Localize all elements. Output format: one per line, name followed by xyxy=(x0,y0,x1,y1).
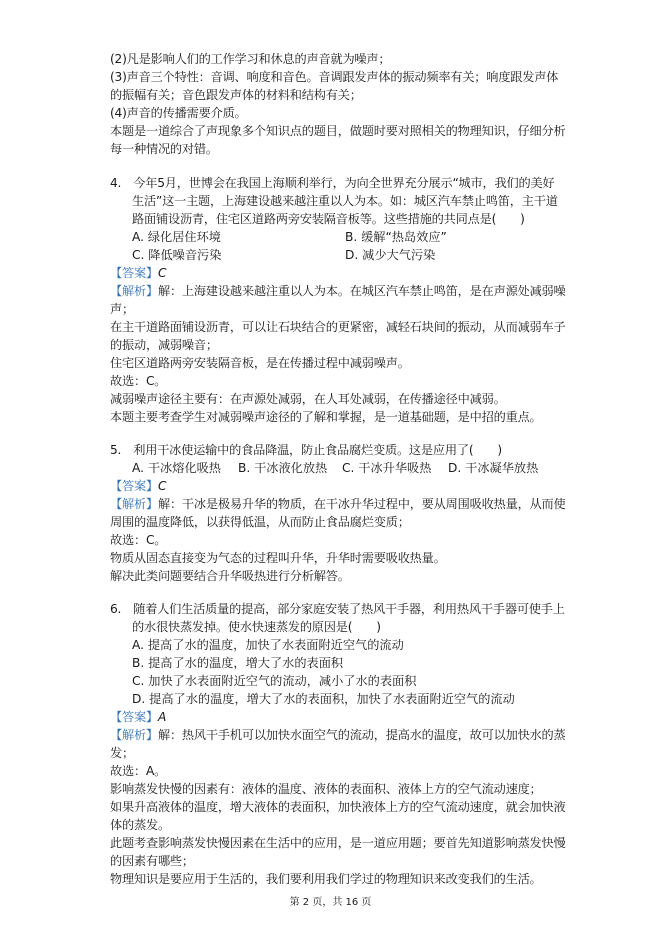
q6-option-d: D. 提高了水的温度，增大了水的表面积，加快了水表面附近空气的流动 xyxy=(132,692,515,706)
intro-line: (3)声音三个特性：音调、响度和音色。音调跟发声体的振动频率有关；响度跟发声体 xyxy=(110,70,559,84)
q4-analysis-line: 本题主要考查学生对减弱噪声途径的了解和掌握，是一道基础题，是中招的重点。 xyxy=(110,410,542,424)
q6-analysis-line: 物理知识是要应用于生活的，我们要利用我们学过的物理知识来改变我们的生活。 xyxy=(110,872,542,886)
q6-option-c: C. 加快了水表面附近空气的流动，减小了水的表面积 xyxy=(132,674,417,688)
q5-answer xyxy=(110,477,166,495)
q5-option-d: D. 干冰凝华放热 xyxy=(448,461,539,475)
q4-stem-line: 路面铺设沥青，住宅区道路两旁安装隔音板等。这些措施的共同点是( ) xyxy=(132,212,525,226)
q6-analysis-line: 故选：A。 xyxy=(110,764,167,778)
q6-option-a: A. 提高了水的温度，加快了水表面附近空气的流动 xyxy=(132,638,404,652)
q5-analysis-line: 解决此类问题要结合升华吸热进行分析解答。 xyxy=(110,569,350,583)
q5-analysis-line xyxy=(110,495,566,513)
analysis-text: 解：干冰是极易升华的物质，在干冰升华过程中，要从周围吸收热量，从而使 xyxy=(157,497,566,511)
answer-tag: 【答案】 xyxy=(110,479,158,493)
q4-option-b: B. 缓解“热岛效应” xyxy=(345,230,447,244)
analysis-tag: 【解析】 xyxy=(110,284,158,298)
q6-answer xyxy=(110,708,166,726)
q5-option-c: C. 干冰升华吸热 xyxy=(342,461,432,475)
q6-analysis-line xyxy=(110,726,566,744)
q4-stem-line: 生活”这一主题，上海建设越来越注重以人为本。如：城区汽车禁止鸣笛，主干道 xyxy=(132,194,558,208)
q4-option-c: C. 降低噪音污染 xyxy=(132,248,222,262)
q6-analysis-line: 发； xyxy=(110,746,134,760)
q4-option-d: D. 减少大气污染 xyxy=(345,248,436,262)
answer-value: A xyxy=(157,710,167,724)
q6-stem-line: 的水很快蒸发掉。使水快速蒸发的原因是( ) xyxy=(132,620,381,634)
page-number: 第 2 页，共 16 页 xyxy=(289,897,372,908)
q4-analysis-line: 声； xyxy=(110,302,134,316)
q4-analysis-line xyxy=(110,282,566,300)
answer-tag: 【答案】 xyxy=(110,710,158,724)
q5-stem-line: 5. 利用干冰使运输中的食品降温，防止食品腐烂变质。这是应用了( ) xyxy=(110,443,502,457)
analysis-tag: 【解析】 xyxy=(110,497,158,511)
q6-analysis-line: 影响蒸发快慢的因素有：液体的温度、液体的表面积、液体上方的空气流动速度； xyxy=(110,782,542,796)
q5-analysis-line: 周围的温度降低，以获得低温，从而防止食品腐烂变质； xyxy=(110,515,410,529)
q6-analysis-line: 体的蒸发。 xyxy=(110,818,170,832)
q4-answer xyxy=(110,264,166,282)
q4-option-a: A. 绿化居住环境 xyxy=(132,230,221,244)
q5-analysis-line: 故选：C。 xyxy=(110,533,167,547)
q5-option-b: B. 干冰液化放热 xyxy=(238,461,328,475)
q4-analysis-line: 住宅区道路两旁安装隔音板，是在传播过程中减弱噪声。 xyxy=(110,356,410,370)
q6-stem-line: 6. 随着人们生活质量的提高，部分家庭安装了热风干手器，利用热风干手器可使手上 xyxy=(110,602,565,616)
q6-option-b: B. 提高了水的温度，增大了水的表面积 xyxy=(132,656,344,670)
intro-line: 每一种情况的对错。 xyxy=(110,142,218,156)
answer-value: C xyxy=(157,266,167,280)
intro-line: 本题是一道综合了声现象多个知识点的题目，做题时要对照相关的物理知识，仔细分析 xyxy=(110,124,566,138)
q4-analysis-line: 故选：C。 xyxy=(110,374,167,388)
intro-line: (2)凡是影响人们的工作学习和休息的声音就为噪声； xyxy=(110,52,391,66)
q4-analysis-line: 减弱噪声途径主要有：在声源处减弱，在人耳处减弱，在传播途径中减弱。 xyxy=(110,392,506,406)
analysis-tag: 【解析】 xyxy=(110,728,158,742)
q4-analysis-line: 在主干道路面铺设沥青，可以让石块结合的更紧密，减轻石块间的振动，从而减弱车子 xyxy=(110,320,566,334)
q6-analysis-line: 此题考查影响蒸发快慢因素在生活中的应用，是一道应用题；要首先知道影响蒸发快慢 xyxy=(110,836,566,850)
q5-analysis-line: 物质从固态直接变为气态的过程叫升华，升华时需要吸收热量。 xyxy=(110,551,446,565)
intro-line: (4)声音的传播需要介质。 xyxy=(110,106,247,120)
answer-tag: 【答案】 xyxy=(110,266,158,280)
answer-value: C xyxy=(157,479,167,493)
q5-option-a: A. 干冰熔化吸热 xyxy=(132,461,221,475)
q4-analysis-line: 的振动，减弱噪音； xyxy=(110,338,218,352)
analysis-text: 解：上海建设越来越注重以人为本。在城区汽车禁止鸣笛，是在声源处减弱噪 xyxy=(157,284,566,298)
q4-stem-line: 4. 今年5月，世博会在我国上海顺利举行，为向全世界充分展示“城市，我们的美好 xyxy=(110,176,555,190)
q6-analysis-line: 的因素有哪些； xyxy=(110,854,194,868)
analysis-text: 解：热风干手机可以加快水面空气的流动，提高水的温度，故可以加快水的蒸 xyxy=(157,728,566,742)
q6-analysis-line: 如果升高液体的温度，增大液体的表面积，加快液体上方的空气流动速度，就会加快液 xyxy=(110,800,566,814)
intro-line: 的振幅有关；音色跟发声体的材料和结构有关； xyxy=(110,88,362,102)
